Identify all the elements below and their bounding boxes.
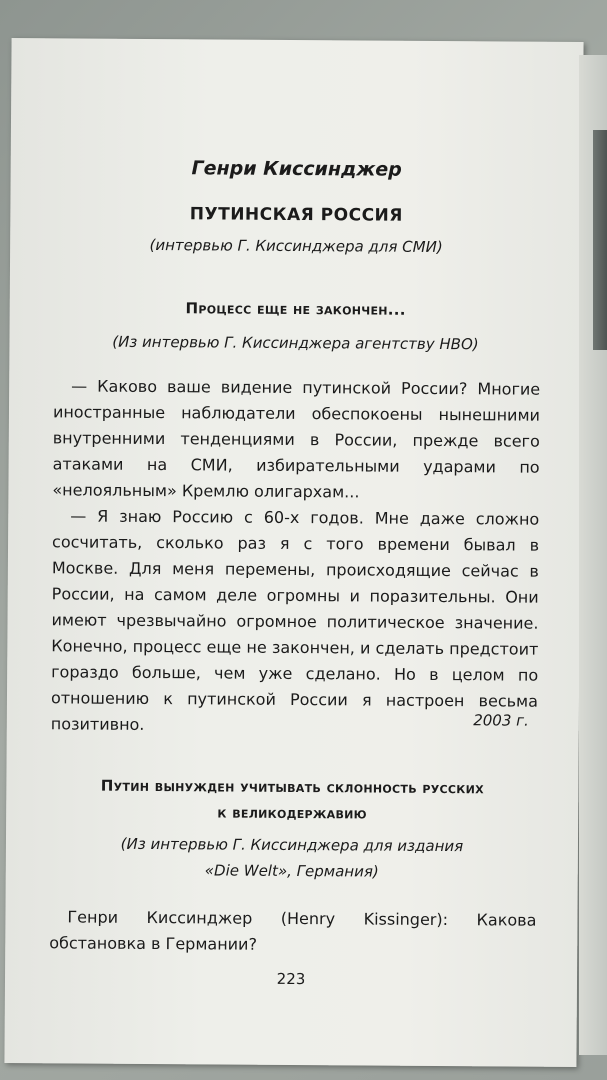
section1-date: 2003 г.	[473, 711, 529, 730]
author-name: Генри Киссинджер	[191, 157, 402, 181]
chapter-subtitle: (интервью Г. Киссинджера для СМИ)	[149, 235, 443, 257]
section2-source-line2: «Die Welt», Германия)	[204, 861, 379, 881]
section1-heading: Процесс еще не закончен...	[185, 299, 406, 319]
section2-heading-line1: Путин вынужден учитывать склонность русских	[100, 776, 484, 798]
paragraph-answer: — Я знаю Россию с 60-х годов. Мне даже сложно сосчитать, сколько раз я с того времени бывал в Москве. Для меня перемены, происходящие сейчас в России, на самом деле огромны и поразительны. Они имеют чрезвычайно огромное политическое значение. Конечно, процесс еще не закончен, и сделать предстоит гораздо больше, чем уже сделано. Но в целом по отношению к путинской России я настроен весьма позитивно.	[50, 506, 540, 734]
paragraph-question: — Каково ваше видение путинской России? Многие иностранные наблюдатели обеспокоены нынешними внутренними тенденциями в России, прежде всего атаками на СМИ, избирательными ударами по «нелояльным» Кремлю олигархам...	[52, 376, 541, 502]
paragraph-interview-start: Генри Киссинджер (Henry Kissinger): Какова обстановка в Германии?	[49, 907, 537, 954]
chapter-title: ПУТИНСКАЯ РОССИЯ	[189, 204, 403, 226]
section2-heading-line2: к великодержавию	[217, 803, 367, 823]
page-number: 223	[276, 969, 306, 989]
section2-source-line1: (Из интервью Г. Киссинджера для издания	[120, 834, 464, 856]
book-page	[4, 38, 583, 1067]
section1-source: (Из интервью Г. Киссинджера агентству НВО)	[112, 332, 479, 354]
book-spine-shadow	[593, 130, 607, 350]
